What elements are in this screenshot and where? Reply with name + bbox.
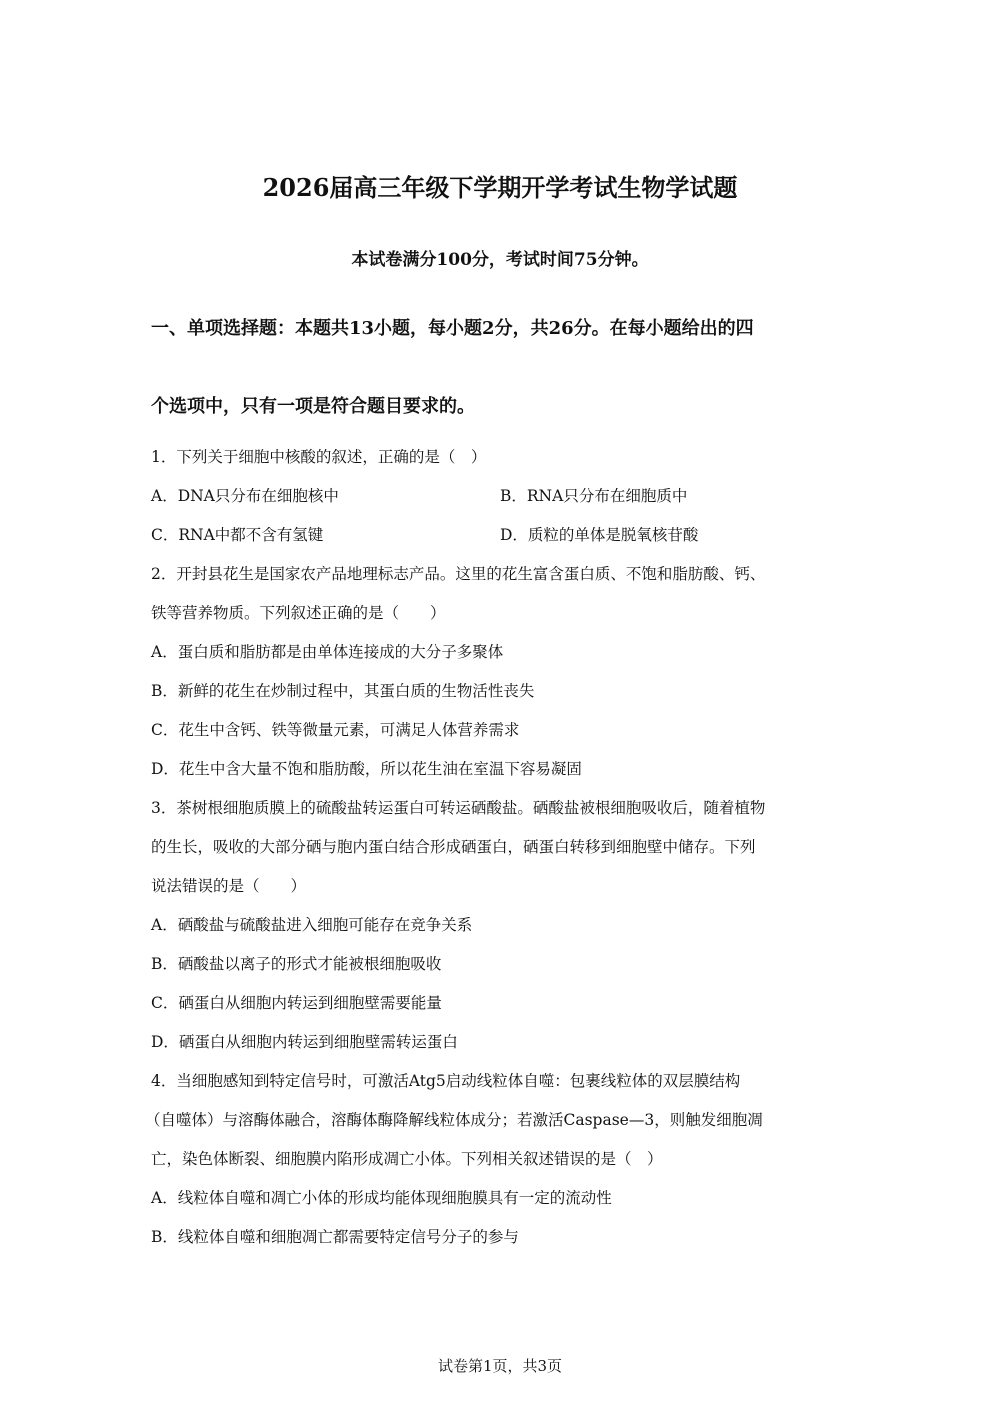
question-4-stem-line3: 亡，染色体断裂、细胞膜内陷形成凋亡小体。下列相关叙述错误的是（ ） — [151, 1150, 663, 1168]
exam-title: 2026届高三年级下学期开学考试生物学试题 — [262, 173, 738, 202]
question-3-stem-line2: 的生长，吸收的大部分硒与胞内蛋白结合形成硒蛋白，硒蛋白转移到细胞壁中储存。下列 — [151, 838, 756, 856]
question-2-stem-line1: 2．开封县花生是国家农产品地理标志产品。这里的花生富含蛋白质、不饱和脂肪酸、钙、 — [151, 565, 766, 583]
question-3-option-a: A．硒酸盐与硫酸盐进入细胞可能存在竞争关系 — [151, 916, 473, 934]
question-2-stem-line2: 铁等营养物质。下列叙述正确的是（ ） — [151, 604, 446, 622]
section-heading-line1: 一、单项选择题：本题共13小题，每小题2分，共26分。在每小题给出的四 — [151, 318, 754, 339]
page-footer: 试卷第1页，共3页 — [437, 1357, 563, 1375]
question-3-option-c: C．硒蛋白从细胞内转运到细胞壁需要能量 — [151, 994, 442, 1012]
question-2-option-b: B．新鲜的花生在炒制过程中，其蛋白质的生物活性丧失 — [151, 682, 535, 700]
question-4-stem-line1: 4．当细胞感知到特定信号时，可激活Atg5启动线粒体自噬：包裹线粒体的双层膜结构 — [151, 1072, 741, 1090]
question-1-option-a: A．DNA只分布在细胞核中 — [151, 487, 339, 505]
question-3-option-d: D．硒蛋白从细胞内转运到细胞壁需转运蛋白 — [151, 1033, 458, 1051]
question-1-option-d: D．质粒的单体是脱氧核苷酸 — [500, 526, 699, 544]
question-3-option-b: B．硒酸盐以离子的形式才能被根细胞吸收 — [151, 955, 442, 973]
question-1-stem: 1．下列关于细胞中核酸的叙述，正确的是（ ） — [151, 448, 487, 466]
question-3-stem-line1: 3．茶树根细胞质膜上的硫酸盐转运蛋白可转运硒酸盐。硒酸盐被根细胞吸收后，随着植物 — [151, 799, 766, 817]
question-3-stem-line3: 说法错误的是（ ） — [151, 877, 307, 895]
question-4-stem-line2: （自噬体）与溶酶体融合，溶酶体酶降解线粒体成分；若激活Caspase—3，则触发细胞凋 — [145, 1111, 763, 1129]
exam-subtitle: 本试卷满分100分，考试时间75分钟。 — [351, 250, 649, 270]
question-4-option-b: B．线粒体自噬和细胞凋亡都需要特定信号分子的参与 — [151, 1228, 519, 1246]
question-4-option-a: A．线粒体自噬和凋亡小体的形成均能体现细胞膜具有一定的流动性 — [151, 1189, 612, 1207]
question-2-option-a: A．蛋白质和脂肪都是由单体连接成的大分子多聚体 — [151, 643, 504, 661]
question-2-option-c: C．花生中含钙、铁等微量元素，可满足人体营养需求 — [151, 721, 520, 739]
question-2-option-d: D．花生中含大量不饱和脂肪酸，所以花生油在室温下容易凝固 — [151, 760, 582, 778]
question-1-option-b: B．RNA只分布在细胞质中 — [500, 487, 688, 505]
question-1-option-c: C．RNA中都不含有氢键 — [151, 526, 324, 544]
section-heading-line2: 个选项中，只有一项是符合题目要求的。 — [151, 396, 475, 417]
